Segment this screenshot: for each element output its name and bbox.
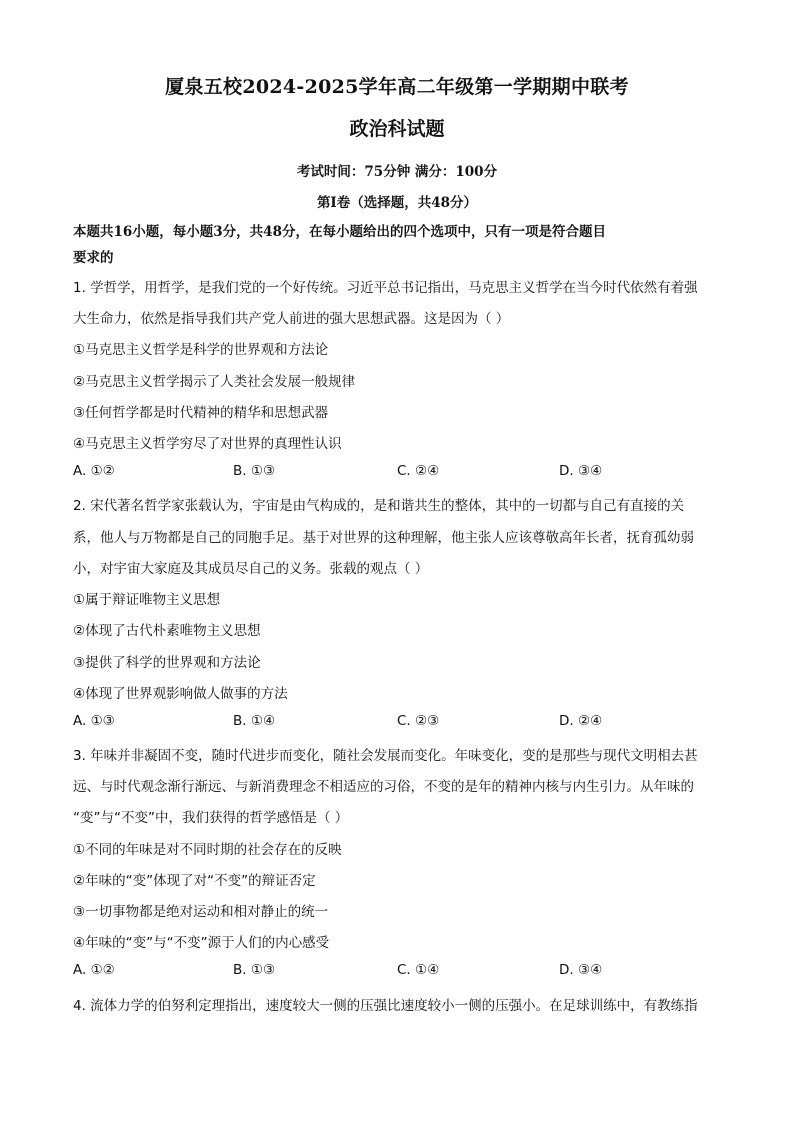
option-a[interactable]: A. ①③ xyxy=(73,713,115,729)
option-c[interactable]: C. ①④ xyxy=(397,962,440,978)
option-d[interactable]: D. ③④ xyxy=(559,962,603,978)
question-1-options xyxy=(73,463,723,483)
question-3-options xyxy=(73,962,723,982)
question-2-statement: ③提供了科学的世界观和方法论 xyxy=(73,655,261,671)
question-1-statement: ④马克思主义哲学穷尽了对世界的真理性认识 xyxy=(73,436,342,452)
question-2-options xyxy=(73,713,723,733)
question-2-stem: 小，对宇宙大家庭及其成员尽自己的义务。张载的观点（ ） xyxy=(73,561,429,577)
question-3-stem: 远、与时代观念渐行渐远、与新消费理念不相适应的习俗，不变的是年的精神内核与内生引力。从年味的 xyxy=(73,779,694,795)
instruction-line: 要求的 xyxy=(73,250,114,266)
exam-subject: 政治科试题 xyxy=(349,118,445,140)
question-2-stem: 2. 宋代著名哲学家张载认为，宇宙是由气构成的，是和谐共生的整体，其中的一切都与自己有直接的关 xyxy=(73,498,685,514)
option-b[interactable]: B. ①③ xyxy=(233,962,276,978)
option-c[interactable]: C. ②③ xyxy=(397,713,440,729)
instruction-line: 本题共16小题，每小题3分，共48分，在每小题给出的四个选项中，只有一项是符合题目 xyxy=(73,224,606,240)
question-3-stem: “变”与“不变”中，我们获得的哲学感悟是（ ） xyxy=(73,810,349,826)
question-1-statement: ②马克思主义哲学揭示了人类社会发展一般规律 xyxy=(73,374,356,390)
option-a[interactable]: A. ①② xyxy=(73,463,115,479)
question-3-stem: 3. 年味并非凝固不变，随时代进步而变化，随社会发展而变化。年味变化，变的是那些与现代文明相去甚 xyxy=(73,748,698,764)
exam-info: 考试时间：75分钟 满分：100分 xyxy=(296,164,498,180)
question-2-statement: ②体现了古代朴素唯物主义思想 xyxy=(73,623,261,639)
option-d[interactable]: D. ②④ xyxy=(559,713,603,729)
option-b[interactable]: B. ①④ xyxy=(233,713,276,729)
question-2-stem: 系，他人与万物都是自己的同胞手足。基于对世界的这种理解，他主张人应该尊敬高年长者，抚育孤幼弱 xyxy=(73,530,694,546)
question-3-statement: ①不同的年味是对不同时期的社会存在的反映 xyxy=(73,842,342,858)
question-1-stem: 1. 学哲学，用哲学，是我们党的一个好传统。习近平总书记指出，马克思主义哲学在当今时代依然有着强 xyxy=(73,280,698,296)
question-3-statement: ③一切事物都是绝对运动和相对静止的统一 xyxy=(73,904,329,920)
section-heading: 第Ⅰ卷（选择题，共48分） xyxy=(316,195,478,211)
exam-title: 厦泉五校2024-2025学年高二年级第一学期期中联考 xyxy=(165,76,629,98)
question-3-statement: ②年味的“变”体现了对“不变”的辩证否定 xyxy=(73,873,316,889)
option-a[interactable]: A. ①② xyxy=(73,962,115,978)
question-2-statement: ④体现了世界观影响做人做事的方法 xyxy=(73,686,288,702)
question-1-stem: 大生命力，依然是指导我们共产党人前进的强大思想武器。这是因为（ ） xyxy=(73,311,510,327)
question-1-statement: ①马克思主义哲学是科学的世界观和方法论 xyxy=(73,342,329,358)
question-1-statement: ③任何哲学都是时代精神的精华和思想武器 xyxy=(73,405,329,421)
option-d[interactable]: D. ③④ xyxy=(559,463,603,479)
option-c[interactable]: C. ②④ xyxy=(397,463,440,479)
question-2-statement: ①属于辩证唯物主义思想 xyxy=(73,592,221,608)
question-3-statement: ④年味的“变”与“不变”源于人们的内心感受 xyxy=(73,935,330,951)
option-b[interactable]: B. ①③ xyxy=(233,463,276,479)
question-4-stem: 4. 流体力学的伯努利定理指出，速度较大一侧的压强比速度较小一侧的压强小。在足球训练中，有教练指 xyxy=(73,998,698,1014)
